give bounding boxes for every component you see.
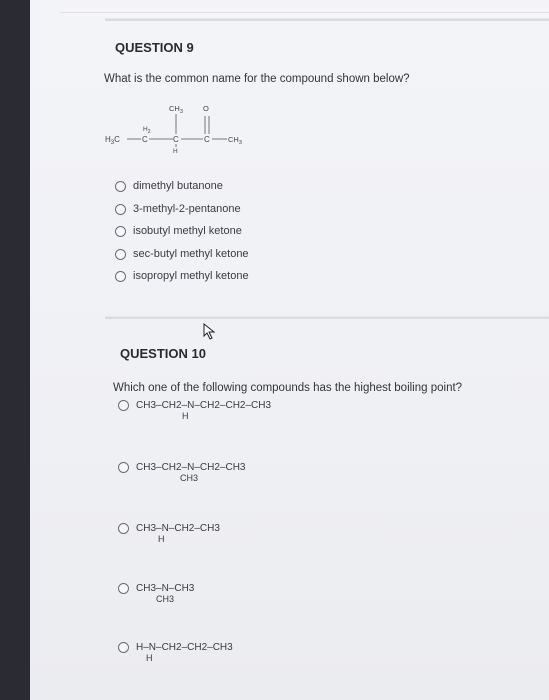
oxygen: O xyxy=(203,104,209,113)
radio-button-icon[interactable] xyxy=(115,249,126,260)
carbonyl-carbon: C xyxy=(204,135,210,144)
q10-option-2[interactable]: CH3–CH2–N–CH2–CH3 CH3 xyxy=(118,462,246,473)
radio-button-icon[interactable] xyxy=(115,181,126,192)
question-9-prompt: What is the common name for the compound shown below? xyxy=(104,73,410,85)
radio-button-icon[interactable] xyxy=(118,642,129,653)
q9-option-1[interactable]: dimethyl butanone xyxy=(115,180,223,192)
q9-option-2[interactable]: 3-methyl-2-pentanone xyxy=(115,203,241,215)
question-10-title: QUESTION 10 xyxy=(120,346,206,361)
radio-button-icon[interactable] xyxy=(115,204,126,215)
q9-option-4[interactable]: sec-butyl methyl ketone xyxy=(115,248,249,260)
radio-button-icon[interactable] xyxy=(115,271,126,282)
question-9-structure xyxy=(105,100,265,155)
q10-option-5[interactable]: H–N–CH2–CH2–CH3 H xyxy=(118,642,233,653)
top-divider xyxy=(105,18,549,21)
q10-option-1[interactable]: CH3–CH2–N–CH2–CH2–CH3 H xyxy=(118,400,271,411)
q9-option-5[interactable]: isopropyl methyl ketone xyxy=(115,270,249,282)
radio-button-icon[interactable] xyxy=(118,462,129,473)
radio-button-icon[interactable] xyxy=(118,583,129,594)
radio-button-icon[interactable] xyxy=(115,226,126,237)
question-9-title: QUESTION 9 xyxy=(115,40,194,55)
ch-carbon: C xyxy=(173,135,179,144)
ch3-end: $CH_3$ xyxy=(228,135,242,146)
h3c-atom: $H_3C$ xyxy=(105,135,120,146)
q9-option-3[interactable]: isobutyl methyl ketone xyxy=(115,225,242,237)
mouse-pointer-icon xyxy=(203,323,217,341)
radio-button-icon[interactable] xyxy=(118,400,129,411)
h-bottom: H xyxy=(173,148,178,155)
ch2-carbon: C xyxy=(142,135,148,144)
methyl-branch: $CH_3$ xyxy=(169,104,183,115)
question-10-prompt: Which one of the following compounds has the highest boiling point? xyxy=(113,382,463,394)
q10-option-4[interactable]: CH3–N–CH3 CH3 xyxy=(118,583,194,594)
h2-label: $H_2$ xyxy=(143,126,151,135)
radio-button-icon[interactable] xyxy=(118,523,129,534)
top-toolbar-edge xyxy=(60,0,549,13)
question-divider xyxy=(105,316,549,319)
q10-option-3[interactable]: CH3–N–CH2–CH3 H xyxy=(118,523,220,534)
